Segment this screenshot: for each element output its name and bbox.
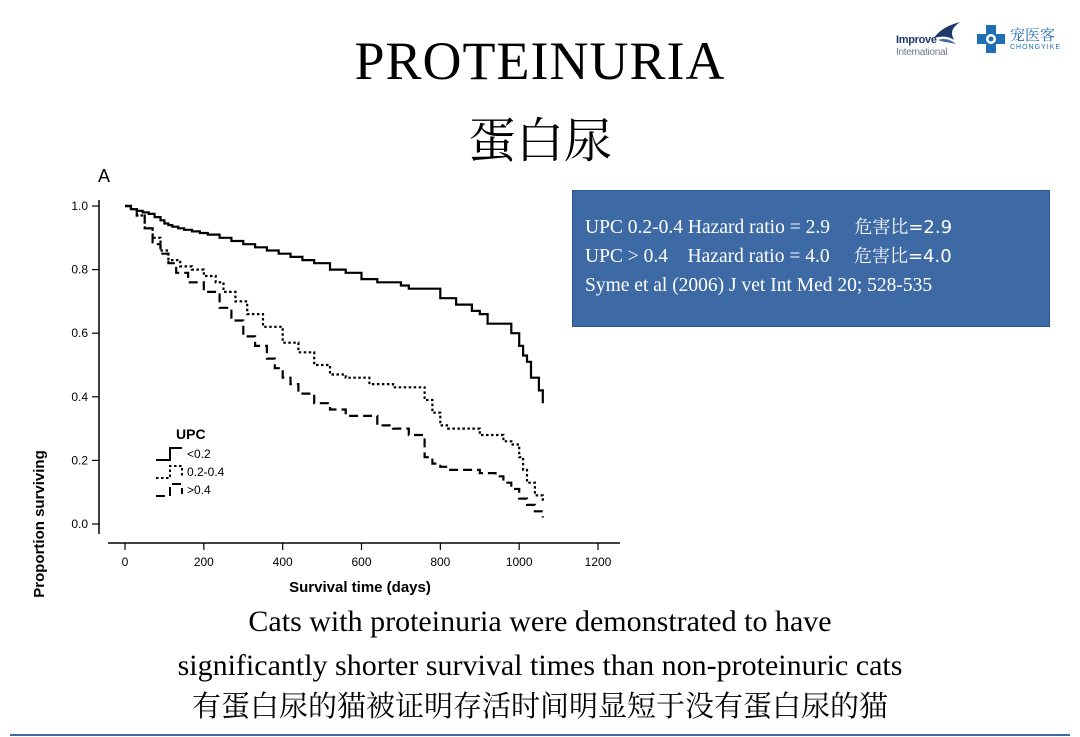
improve-international-logo: [896, 20, 962, 60]
logo-improve-text: Improve: [896, 34, 937, 46]
hazard-row-1-en: UPC 0.2-0.4 Hazard ratio = 2.9: [585, 217, 830, 238]
logo-chongyike-cn: 宠医客: [1010, 26, 1056, 44]
citation: Syme et al (2006) J vet Int Med 20; 528-535: [585, 275, 933, 296]
legend-label-2: 0.2-0.4: [187, 465, 225, 479]
survival-chart: [0, 160, 640, 600]
y-tick-label: 0.4: [71, 389, 88, 404]
hazard-row-2: [585, 242, 1049, 271]
caption-line-1: Cats with proteinuria were demonstrated to have: [248, 605, 832, 638]
cross-icon: [976, 24, 1006, 54]
bottom-divider: [10, 734, 1070, 736]
hazard-ratio-box: [572, 190, 1050, 327]
x-tick-label: 800: [430, 555, 451, 569]
y-axis-label: Proportion surviving: [31, 450, 48, 598]
y-tick-label: 0.6: [71, 326, 88, 341]
x-tick-label: 1200: [584, 555, 612, 569]
hazard-row-2-cn: 危害比=4.0: [853, 246, 952, 267]
logo-chongyike-en: CHONGYIKE: [1010, 44, 1062, 51]
x-axis-label: Survival time (days): [289, 579, 431, 596]
logo-group: [896, 12, 1066, 62]
y-tick-label: 1.0: [71, 199, 88, 213]
slide-title-chinese: 蛋白尿: [467, 113, 612, 169]
chart-axes: [71, 199, 620, 569]
hazard-row-2-en: UPC > 0.4 Hazard ratio = 4.0: [585, 246, 830, 267]
caption-english: [0, 600, 1080, 688]
slide-title: PROTEINURIA: [354, 31, 726, 91]
chart-legend: [156, 426, 225, 497]
x-tick-label: 1000: [505, 555, 533, 569]
legend-swatch-1: [156, 448, 182, 460]
hazard-row-1: [585, 213, 1049, 242]
logo-international-text: International: [896, 47, 948, 58]
x-tick-label: 600: [351, 555, 372, 569]
chongyike-logo: [976, 22, 1066, 62]
caption-chinese: 有蛋白尿的猫被证明存活时间明显短于没有蛋白尿的猫: [191, 689, 888, 723]
panel-label: A: [98, 166, 111, 186]
y-tick-label: 0.0: [71, 517, 88, 531]
legend-label-1: <0.2: [187, 447, 211, 461]
legend-title: UPC: [176, 426, 206, 442]
x-tick-label: 400: [272, 555, 293, 569]
hazard-row-1-cn: 危害比=2.9: [854, 217, 953, 238]
legend-label-3: >0.4: [187, 483, 211, 497]
legend-swatch-3: [156, 484, 182, 496]
x-tick-label: 0: [121, 555, 129, 569]
x-tick-label: 200: [193, 555, 214, 569]
caption-line-2: significantly shorter survival times than non-proteinuric cats: [177, 649, 903, 682]
y-tick-label: 0.8: [71, 262, 88, 277]
y-tick-label: 0.2: [71, 453, 88, 468]
legend-swatch-2: [156, 466, 182, 478]
